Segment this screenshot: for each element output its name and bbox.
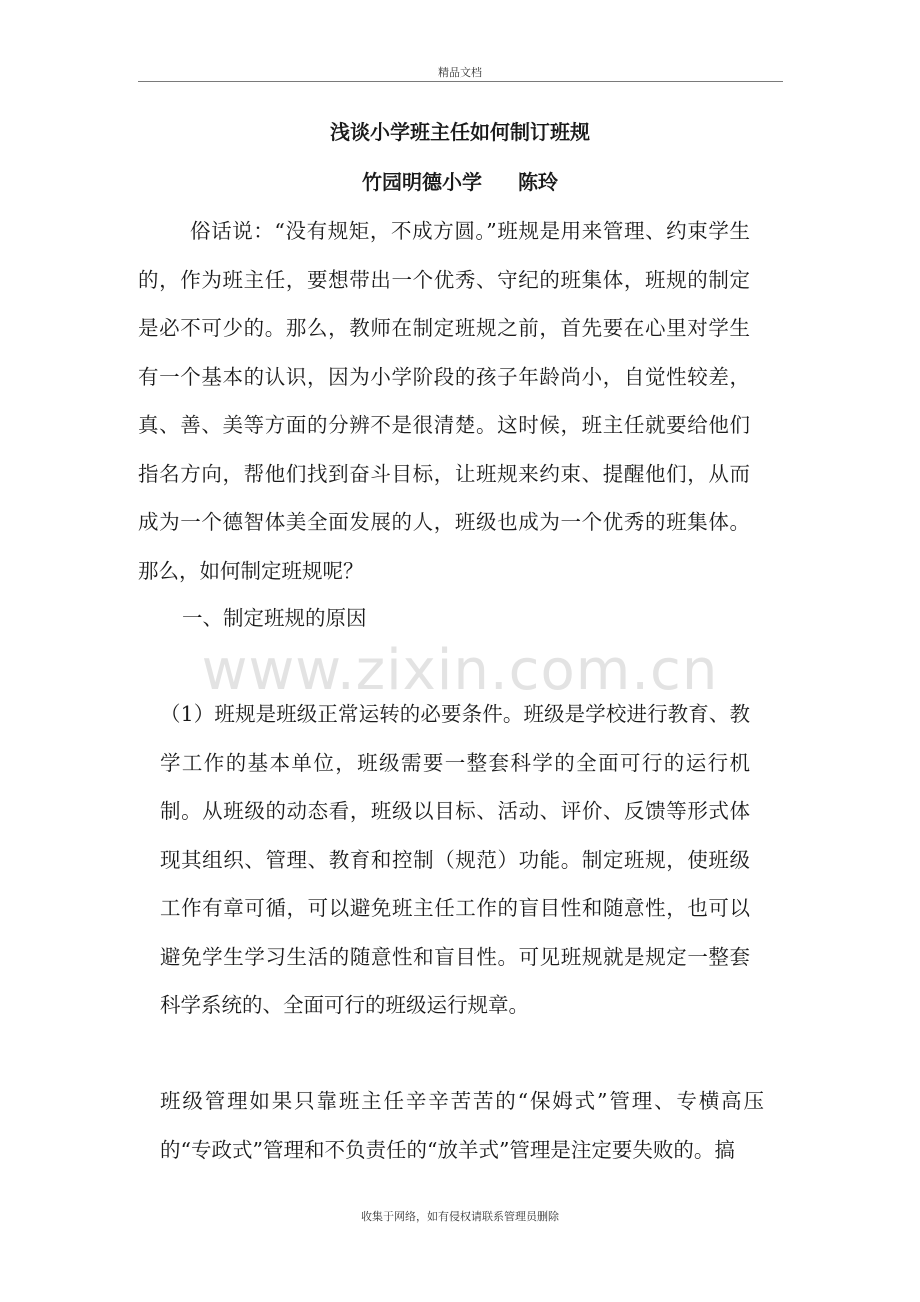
- school-name: 竹园明德小学: [362, 170, 482, 194]
- header-divider: [138, 81, 783, 82]
- author-name: 陈玲: [518, 170, 558, 194]
- page-header-label: 精品文档: [438, 66, 482, 79]
- watermark: www.zixin.com.cn: [201, 638, 719, 703]
- author-line: [0, 166, 920, 195]
- document-title: 浅谈小学班主任如何制订班规: [330, 120, 590, 144]
- section-heading: 一、制定班规的原因: [182, 606, 367, 630]
- intro-paragraph: 俗话说：“没有规矩，不成方圆。”班规是用来管理、约束学生的，作为班主任，要想带出一个优秀、守纪的班集体，班规的制定是必不可少的。那么，教师在制定班规之前，首先要在心里对学生有一个基本的认识，因为小学阶段的孩子年龄尚小，自觉性较差，真、善、美等方面的分辨不是很清楚。这时候，班主任就要给他们指名方向，帮他们找到奋斗目标，让班规来约束、提醒他们，从而成为一个德智体美全面发展的人，班级也成为一个优秀的班集体。那么，如何制定班规呢？: [138, 219, 750, 583]
- closing-paragraph: 班级管理如果只靠班主任辛辛苦苦的“保姆式”管理、专横高压的“专政式”管理和不负责任的“放羊式”管理是注定要失败的。搞: [160, 1089, 764, 1162]
- point-1-paragraph: （1）班规是班级正常运转的必要条件。班级是学校进行教育、教学工作的基本单位，班级需要一整套科学的全面可行的运行机制。从班级的动态看，班级以目标、活动、评价、反馈等形式体现其组织、管理、教育和控制（规范）功能。制定班规，使班级工作有章可循，可以避免班主任工作的盲目性和随意性，也可以避免学生学习生活的随意性和盲目性。可见班规就是规定一整套科学系统的、全面可行的班级运行规章。: [160, 702, 750, 1017]
- page-footer-label: 收集于网络，如有侵权请联系管理员删除: [361, 1210, 559, 1223]
